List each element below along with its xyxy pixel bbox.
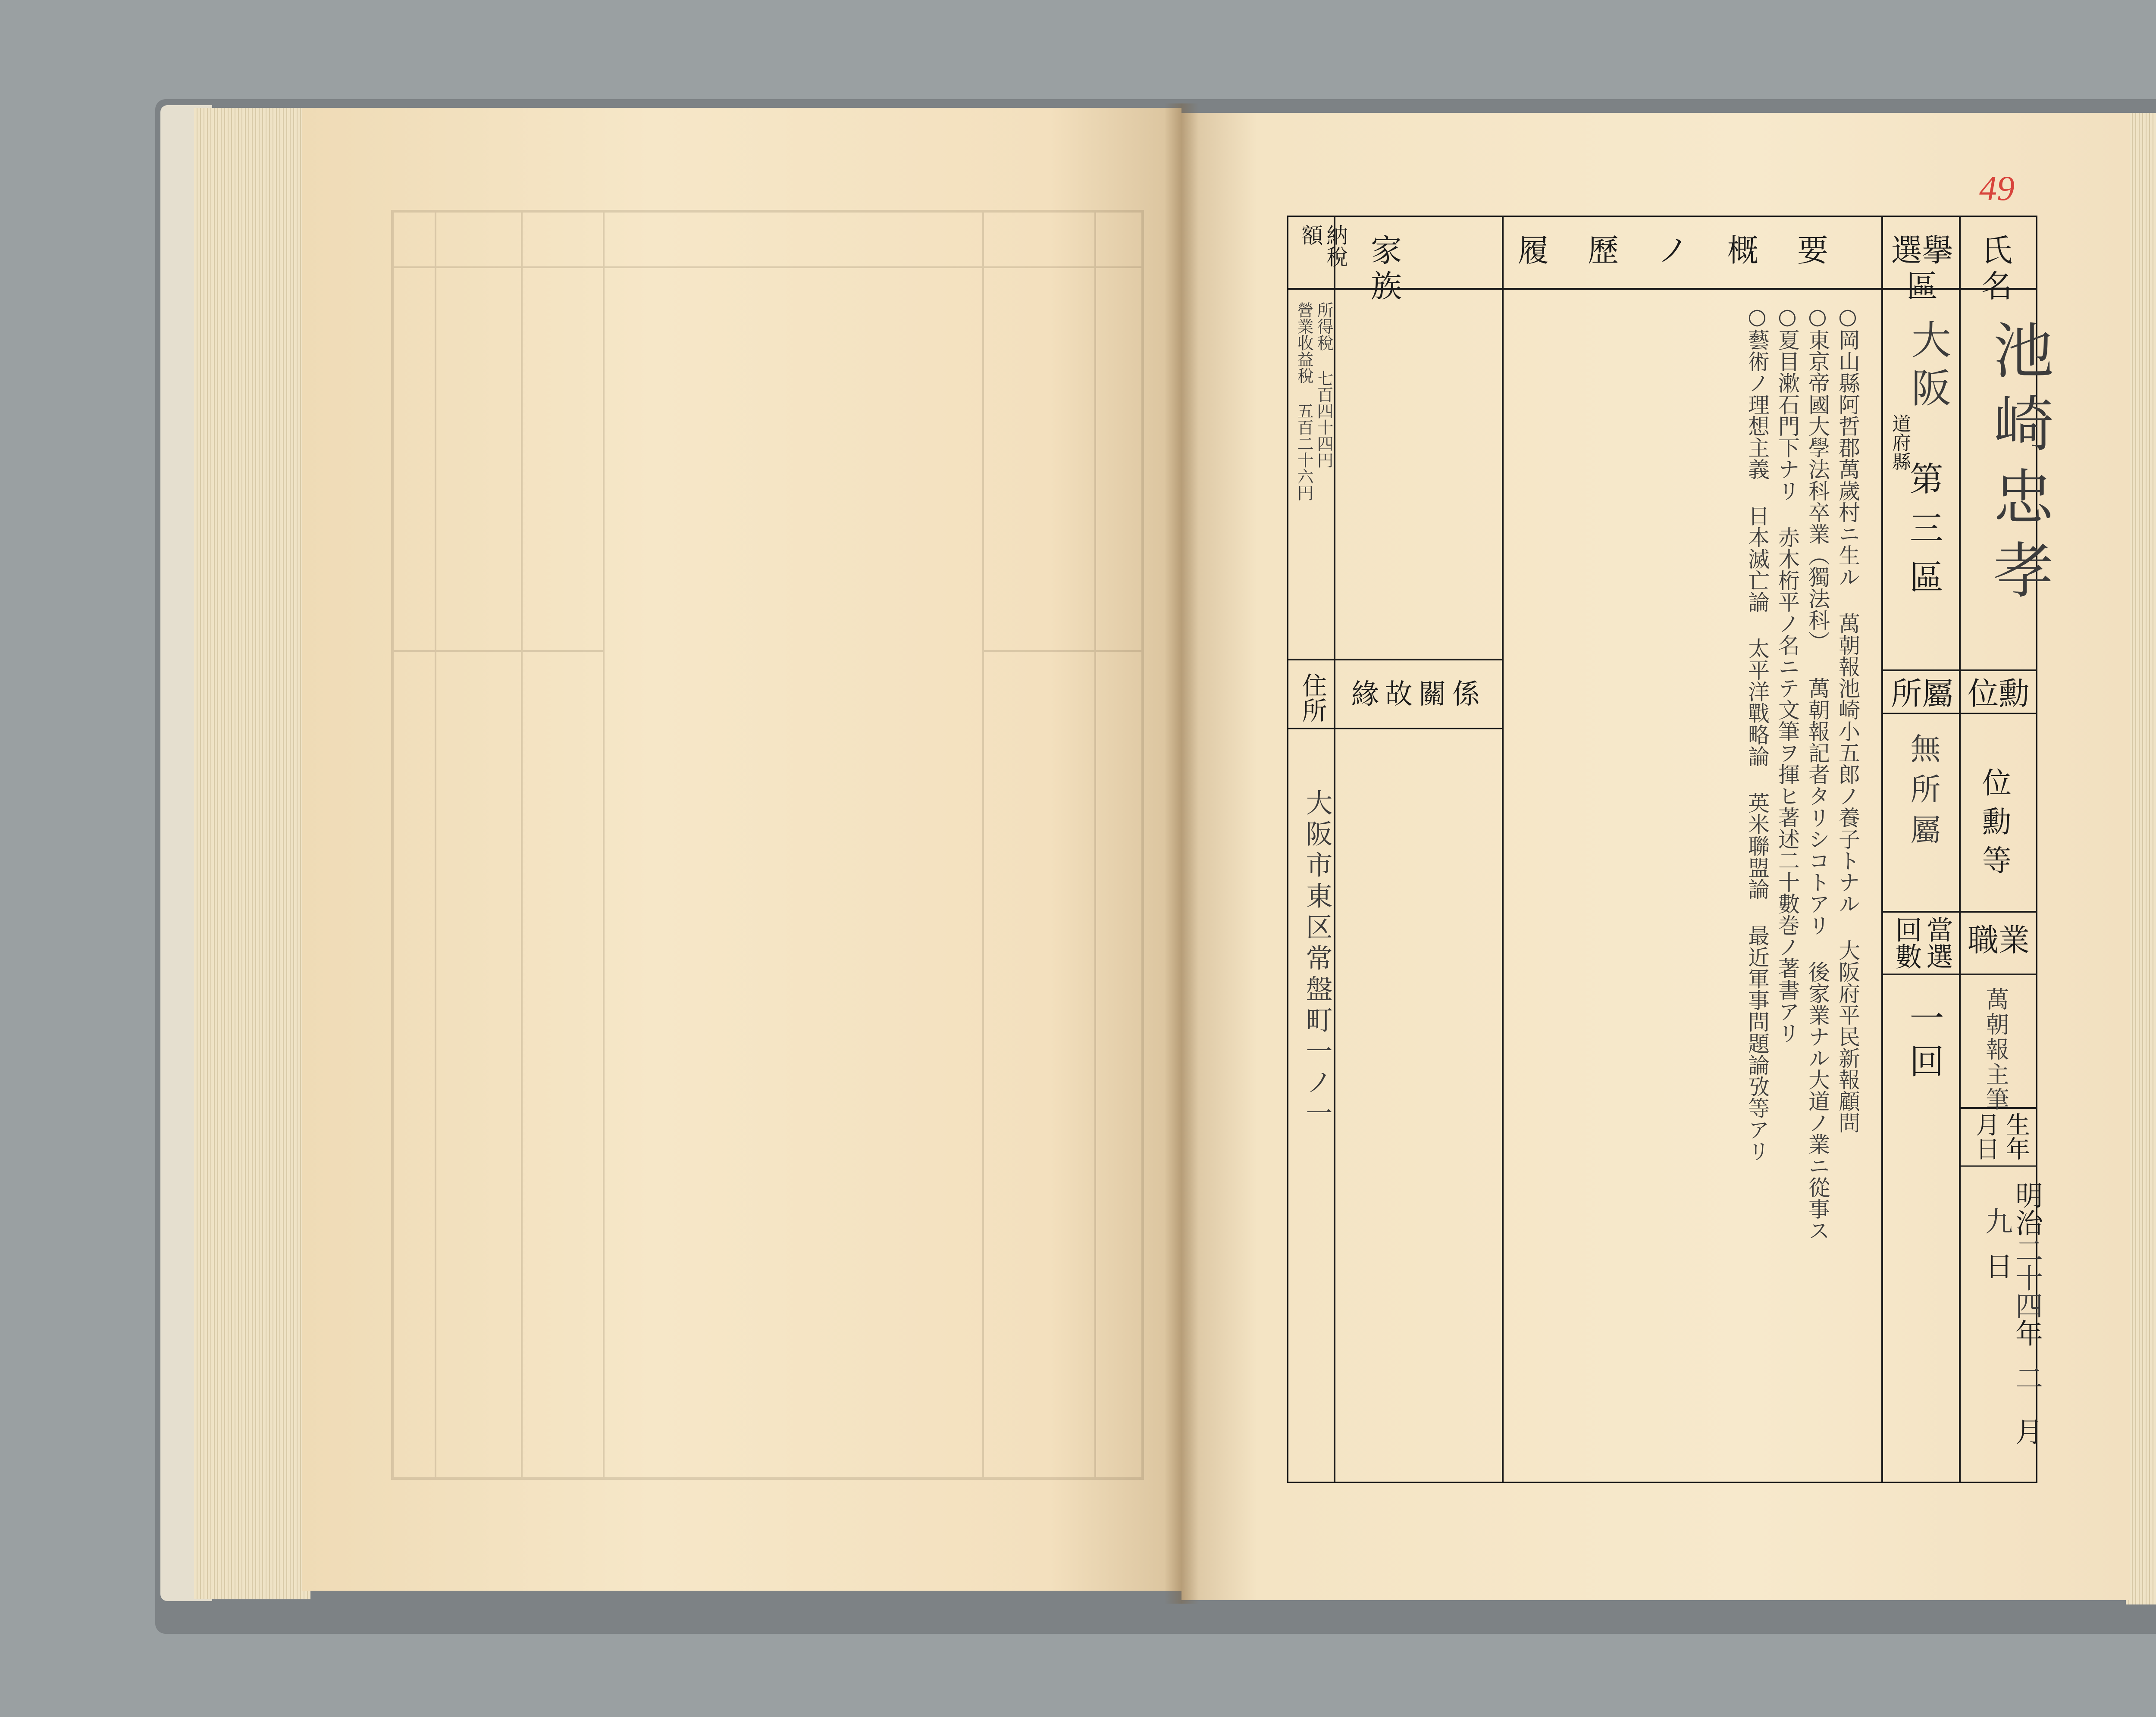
header-occupation: 職業 (1967, 922, 2030, 958)
prefecture-suffix: 道府縣 (1889, 414, 1911, 471)
rank-grade-label: 位勳等 (1977, 767, 2012, 884)
birth-year: 二十四 (2011, 1236, 2043, 1319)
prefecture-value: 大阪 (1905, 319, 1951, 416)
birth-year-suffix: 年 (2011, 1319, 2043, 1347)
page-edges-right (2126, 113, 2156, 1604)
header-relations: 緣故關係 (1351, 679, 1486, 710)
header-address: 住所 (1297, 672, 1327, 722)
header-name: 氏名 (1981, 232, 2016, 304)
header-elections: 當選回數 (1891, 916, 1953, 970)
record-form (1287, 216, 2053, 1483)
header-family: 家族 (1370, 232, 1467, 304)
occupation-value: 萬朝報主筆 (1982, 987, 2009, 1112)
page-edges-left (194, 108, 310, 1599)
header-rank: 位勳 (1967, 676, 2030, 712)
page-number: 49 (1979, 169, 2015, 208)
birth-day: 九 (1981, 1207, 2012, 1235)
header-district: 選擧區 (1891, 232, 1953, 304)
birthdate-block (1981, 1181, 2042, 1483)
history-line-4: ○藝術ノ理想主義 日本滅亡論 太平洋戰略論 英米聯盟論 最近軍事問題論攷等アリ (1745, 304, 1770, 1162)
history-line-3: ○夏目漱石門下ナリ 赤木桁平ノ名ニテ文筆ヲ揮ヒ著述二十數巻ノ著書アリ (1775, 304, 1800, 1044)
tax-line-1: 所得稅 七百四十四円 (1314, 302, 1333, 468)
gutter-shadow (1164, 103, 1199, 1604)
birth-month: 二 (2011, 1364, 2043, 1392)
birth-day-suffix: 日 (1981, 1252, 2012, 1279)
bleed-through-grid (388, 207, 1147, 1483)
history-line-1: ○岡山縣阿哲郡萬歲村ニ生ル 萬朝報池崎小五郎ノ養子トナル 大阪府平民新報顧問 (1835, 304, 1860, 1133)
address-value: 大阪市東区常盤町一ノ一 (1301, 789, 1333, 1130)
header-birthdate: 生年月日 (1972, 1112, 2030, 1160)
header-history: 履歷ノ概要 (1517, 232, 1867, 269)
elections-value: 一回 (1904, 1000, 1944, 1086)
affiliation-value: 無所屬 (1905, 733, 1941, 854)
history-line-2: ○東京帝國大學法科卒業（獨法科） 萬朝報記者タリシコトアリ 後家業ナル大道ノ業ニ從事ス (1805, 304, 1830, 1241)
tax-line-2: 營業收益稅 五百二十六円 (1294, 302, 1313, 501)
birth-month-suffix: 月 (2011, 1417, 2043, 1445)
name-value: 池崎忠孝 (1983, 319, 2053, 612)
birth-era: 明治 (2011, 1181, 2043, 1236)
district-number: 第三區 (1904, 461, 1943, 609)
header-tax: 納稅額 (1298, 224, 1348, 267)
header-affiliation: 所屬 (1891, 676, 1953, 712)
